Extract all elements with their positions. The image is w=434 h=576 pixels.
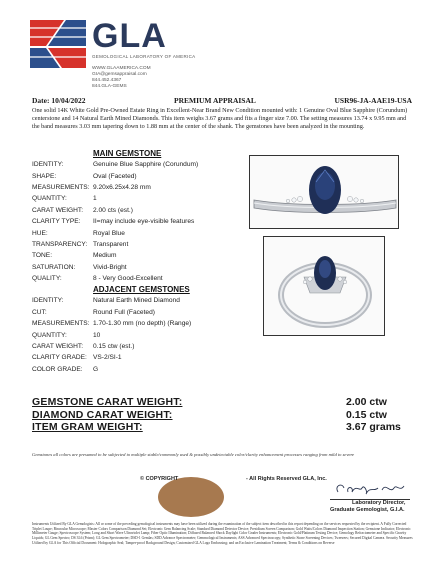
adjacent-gemstone-row [32,329,232,340]
main-gemstone-label: TRANSPARENCY: [32,240,88,248]
main-gemstone-value: Royal Blue [93,229,125,237]
main-gemstone-value: 2.00 cts (est.) [93,206,133,214]
main-gemstone-label: CLARITY TYPE: [32,218,81,226]
main-gemstone-value: Vivid-Bright [93,263,127,271]
adjacent-gemstones-rows [32,295,232,375]
adjacent-gemstone-value: Natural Earth Mined Diamond [93,297,180,305]
total-value: 2.00 ctw [346,396,387,408]
adjacent-gemstone-value: 0.15 ctw (est.) [93,343,135,351]
main-gemstone-label: CARAT WEIGHT: [32,206,84,214]
main-gemstone-row [32,227,232,238]
adjacent-gemstone-label: QUANTITY: [32,331,67,339]
main-gemstone-value: 8 - Very Good-Excellent [93,275,163,283]
adjacent-gemstone-label: CUT: [32,308,47,316]
copyright-left: © COPYRIGHT [140,476,179,482]
gla-logo [30,14,200,100]
signature-block [330,500,420,514]
copyright-line [140,476,327,482]
adjacent-gemstone-row [32,352,232,363]
adjacent-gemstone-label: IDENTITY: [32,297,64,305]
total-label: GEMSTONE CARAT WEIGHT: [32,396,183,408]
main-gemstone-row [32,262,232,273]
main-gemstone-value: Transparent [93,240,129,248]
main-gemstone-label: IDENTITY: [32,161,64,169]
main-gemstone-row [32,239,232,250]
enhancement-disclaimer: Gemstones all colors are presumed to be subjected to multiple stable/commonly used & possibly undetectable color/clarity enhancement processes ranging from mild to severe [32,452,355,457]
ring-side-image [250,156,399,229]
main-gemstone-value: II=may include eye-visible features [93,218,195,226]
instruments-fine-print: Instruments Utilized By GLA Gemologists: All or some of the preceding gemological instruments may have been utilized during the examination of the subject item described in this report depending on the services requested by the recipient. A Fully Corrected Triplet Loupe; Binocular Microscope; Master Colors Comparison Diamond Set; Electronic Gem Balancing Scale; Standard Diamond Detector Device; Presidium Screen Comparison; Gold Watts/Colors Diamond Inspection Station; Gemstone Indicator; Electronic Millimeter Gauge; Spectroscope System; Long and Short Wave Ultraviolet Lamp; Fiber Optic Illumination; Diffused Balanced Shock Daylight Color Grader Instruments; Electronic Gold/Platinum Testing Device; Gemology Refractometer and Specific Gravity Liquids; GL Gem Spectro; DS 3L6 (Prism); GL Gem Spectrometer; DSD-1 Gemlas; SDD Advance Spectrometer; Gemmological Instruments; ASS Advanced Spectroscopy; Synthetic Stone Screening Devices; Tweezers; Secured Digital Camera. Security Measures Utilized by GLA for This Official Document: Holographic Seal; Tamper-proof Background Design; Customized GLA Logo Embossing; and an Exclusive Lamination Treatment; Terms & Conditions on Reverse [32,522,413,545]
ring-angled-image [264,237,385,336]
contact-block [92,66,151,90]
adjacent-gemstone-row [32,307,232,318]
main-gemstone-row [32,216,232,227]
specifications [32,148,232,375]
total-label: DIAMOND CARAT WEIGHT: [32,408,173,421]
appraisal-date: Date: 10/04/2022 [32,96,86,105]
adjacent-gemstone-value: G [93,365,99,373]
adjacent-gemstone-label: COLOR GRADE: [32,365,83,373]
adjacent-gemstone-row [32,318,232,329]
main-gemstone-label: TONE: [32,252,53,260]
adjacent-gemstone-label: CLARITY GRADE: [32,354,87,362]
copyright-right: - All Rights Reserved GLA, Inc. [246,476,327,482]
main-gemstone-value: 1 [93,195,97,203]
ring-photo-side [249,155,399,229]
main-gemstone-value: Medium [93,252,117,260]
signature-title: Laboratory Director, [352,500,406,506]
total-row [32,409,412,422]
total-row [32,396,412,409]
main-gemstone-rows [32,159,232,284]
contact-phone-alpha: 844.GLA-GEMS [92,84,127,89]
gla-logo-mark-icon [30,20,86,68]
contact-website[interactable]: WWW.GLAAMERICA.COM [92,66,151,71]
main-gemstone-heading: MAIN GEMSTONE [93,149,162,158]
weight-totals [32,396,412,434]
logo-wordmark: GLA [92,17,167,55]
main-gemstone-row [32,182,232,193]
adjacent-gemstones-heading: ADJACENT GEMSTONES [93,285,190,295]
main-gemstone-label: QUANTITY: [32,195,67,203]
main-gemstone-row [32,193,232,204]
main-gemstone-label: SHAPE: [32,172,57,180]
adjacent-gemstone-row [32,341,232,352]
main-gemstone-row [32,205,232,216]
adjacent-gemstone-row [32,295,232,306]
holographic-seal-icon [158,477,224,517]
total-value: 0.15 ctw [346,408,387,421]
report-code: USR96-JA-AAE19-USA [334,96,412,105]
logo-subtitle: GEMOLOGICAL LABORATORY OF AMERICA [92,54,196,59]
adjacent-gemstone-value: 1.70-1.30 mm (no depth) (Range) [93,320,192,328]
main-gemstone-value: 9.20x6.25x4.28 mm [93,183,151,191]
adjacent-gemstone-value: 10 [93,331,101,339]
contact-phone: 844.452.4367 [92,78,122,83]
document-title: PREMIUM APPRAISAL [174,96,256,105]
main-gemstone-label: HUE: [32,229,48,237]
adjacent-gemstone-row [32,364,232,375]
signature-credential: Graduate Gemologist, G.I.A. [330,507,405,513]
adjacent-gemstone-label: CARAT WEIGHT: [32,343,84,351]
item-description: One solid 14K White Gold Pre-Owned Estate Ring in Excellent-Near Brand New Condition mounted with: 1 Genuine Oval Blue Sapphire (Corundum) centerstone and 14 Natural Earth Mined Diamonds. This item weighs 3.67 grams and fits a finger size 7.00. The setting measures 13.74 x 9.95 mm and the band measures 3.03 mm tapering down to 1.88 mm at the center of the shank. The gemstones have been analyzed in the mounting. [32,107,408,130]
adjacent-gemstone-value: VS-2/SI-1 [93,354,122,362]
main-gemstone-row [32,170,232,181]
main-gemstone-row [32,159,232,170]
main-gemstone-row [32,250,232,261]
contact-email[interactable]: GIA@gemsappraisal.com [92,72,147,77]
main-gemstone-label: MEASUREMENTS: [32,183,90,191]
main-gemstone-value: Genuine Blue Sapphire (Corundum) [93,161,199,169]
total-row [32,421,412,434]
total-value: 3.67 grams [346,421,401,433]
director-signature-icon [330,478,410,500]
main-gemstone-value: Oval (Faceted) [93,172,137,180]
adjacent-gemstone-value: Round Full (Faceted) [93,308,155,316]
total-label: ITEM GRAM WEIGHT: [32,421,143,433]
adjacent-gemstone-label: MEASUREMENTS: [32,320,90,328]
main-gemstone-label: QUALITY: [32,275,62,283]
ring-photo-angled [263,236,385,336]
main-gemstone-label: SATURATION: [32,263,76,271]
main-gemstone-row [32,273,232,284]
